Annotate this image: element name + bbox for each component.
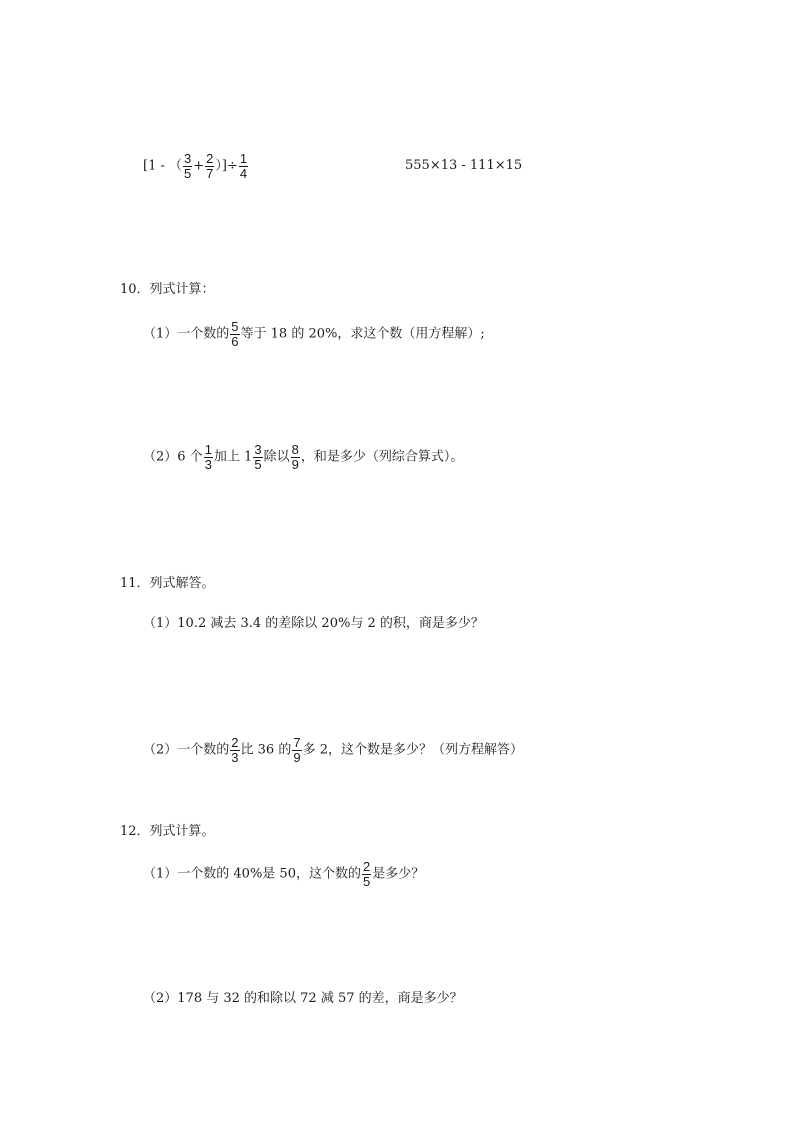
q10-p1-text-a: （1）一个数的: [143, 326, 230, 342]
q12-p1-text-b: 是多少？: [372, 866, 425, 882]
denominator: 9: [293, 750, 301, 765]
q11-part1: （1）10.2 减去 3.4 的差除以 20%与 2 的积，商是多少？: [143, 616, 484, 631]
fraction-3-5: [253, 443, 262, 472]
q11-p2-text-b: 比 36 的: [240, 742, 292, 758]
q10-p2-text-d: ，和是多少（列综合算式）。: [300, 449, 464, 465]
expr-close: ）]÷: [215, 158, 238, 174]
q11-heading: 11．列式解答。: [120, 576, 215, 591]
denominator: 3: [231, 750, 239, 765]
fraction-1-3: [204, 443, 213, 472]
denominator: 3: [204, 457, 212, 472]
numerator: 3: [254, 442, 262, 457]
q10-p2-text-a: （2）6 个: [143, 449, 203, 465]
expression-bracket-fraction: [143, 152, 249, 181]
q12-heading: 12．列式计算。: [120, 824, 215, 839]
expr-open: [1 - （: [143, 158, 183, 174]
fraction-8-9: [291, 443, 300, 472]
expression-multiplication: 555×13 - 111×15: [405, 158, 523, 173]
numerator: 5: [231, 319, 239, 334]
fraction-1-4: [239, 152, 248, 181]
fraction-2-3: [230, 736, 239, 765]
fraction-2-7: [205, 152, 214, 181]
denominator: 4: [239, 166, 248, 181]
numerator: 2: [206, 151, 214, 166]
numerator: 8: [291, 442, 299, 457]
denominator: 9: [291, 457, 299, 472]
q10-heading: 10．列式计算：: [120, 282, 215, 297]
q12-part1: [143, 860, 424, 889]
q12-part2: （2）178 与 32 的和除以 72 减 57 的差，商是多少？: [143, 991, 463, 1006]
denominator: 6: [231, 334, 239, 349]
q10-p1-text-b: 等于 18 的 20%，求这个数（用方程解）;: [240, 326, 485, 342]
q10-part1: [143, 320, 485, 349]
q11-p2-text-a: （2）一个数的: [143, 742, 230, 758]
fraction-2-5: [362, 860, 371, 889]
q11-p2-text-c: 多 2，这个数是多少？（列方程解答）: [302, 742, 523, 758]
q12-p1-text-a: （1）一个数的 40%是 50，这个数的: [143, 866, 361, 882]
fraction-5-6: [230, 320, 239, 349]
denominator: 5: [362, 874, 371, 889]
numerator: 1: [239, 151, 248, 166]
numerator: 1: [204, 442, 212, 457]
numerator: 2: [231, 735, 239, 750]
fraction-3-5: [183, 152, 192, 181]
q10-part2: [143, 443, 463, 472]
denominator: 7: [206, 166, 214, 181]
denominator: 5: [254, 457, 262, 472]
fraction-7-9: [292, 736, 301, 765]
q11-part2: [143, 736, 523, 765]
numerator: 3: [184, 151, 192, 166]
q10-p2-text-b: 加上 1: [213, 449, 253, 465]
numerator: 2: [362, 859, 371, 874]
denominator: 5: [184, 166, 192, 181]
plus-sign: +: [193, 158, 205, 174]
numerator: 7: [293, 735, 301, 750]
q10-p2-text-c: 除以: [263, 449, 290, 465]
